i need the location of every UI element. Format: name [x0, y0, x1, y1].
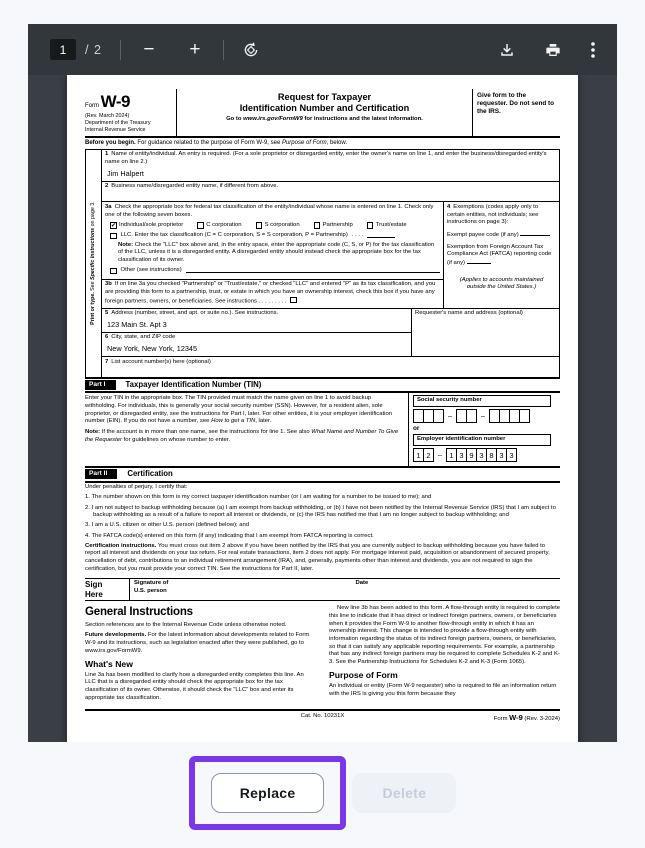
line3b-row: 3b If on line 3a you checked "Partnership" or "Trust/estate," or checked "LLC" and entered "P" as its tax classification, and you are providing this form to a partnership, trust, or estate in which you have an ownership interest, check this box if you have any foreign partners, owners, or beneficiaries. See instructions . . . . . . . . . — [105, 281, 436, 305]
rotate-button[interactable] — [242, 41, 260, 59]
line2-value[interactable] — [105, 191, 556, 200]
zoom-out-button[interactable]: − — [139, 40, 159, 60]
llc-entry-blank[interactable] — [367, 233, 395, 238]
line3a-label: Check the appropriate box for federal tax classification of the entity/individual whose name is entered on line 1. Check only one of the following seven boxes. — [105, 203, 434, 218]
form-title-line1: Request for Taxpayer — [277, 92, 372, 102]
line3a-row: 3a Check the appropriate box for federal tax classification of the entity/individual whose name is entered on line 1. Check only one of the following seven boxes. ✔ Individual/sole proprietor C corporation S corporation Partnership Trust/estate LLC. Enter the tax classification (C = C corporation, S = S corporation, P = Partnership) . . . . Note: Check the "LLC" box above and, in the entry space, enter the appropriate code (C, S, or P) for the tax classification of the LLC, unless it is a disregarded entity. A disregarded entity should instead check the appropriate box for the tax classification of its owner. Other (see instructions) — [102, 202, 443, 279]
line1-row: 1 Name of entity/individual. An entry is required. (For a sole proprietor or disregarded entity, enter the owner's name on line 1, and enter the business/disregarded entity's name on line 2.) Jim Halpert — [102, 150, 559, 182]
line3b-label: If on line 3a you checked "Partnership" or "Trust/estate," or checked "LLC" and entered "P" as its tax classification, and you are providing this form to a partnership, trust, or estate in which you have an ownership interest, check this box if you have any foreign partners, owners, or beneficiaries. See instructions — [105, 281, 436, 305]
give-form-note: Give form to the requester. Do not send to the IRS. — [472, 89, 560, 136]
download-button[interactable] — [499, 42, 515, 58]
cert-intro: Under penalties of perjury, I certify that: — [85, 484, 188, 491]
fatca-code-blank[interactable] — [467, 259, 491, 264]
checkbox-foreign-partners[interactable] — [290, 297, 297, 304]
form-revision: (Rev. March 2024) — [85, 113, 130, 120]
line3b-leader-dots: . . . . . . . . . — [258, 298, 287, 305]
ssn-digit-box[interactable] — [519, 409, 530, 423]
exempt-payee-code: Exempt payee code (if any) — [447, 231, 556, 240]
cert-item-4: 4. The FATCA code(s) entered on this form (if any) indicating that I am exempt from FATCA reporting is correct. — [85, 532, 374, 539]
form-subtitle: Go to www.irs.gov/FormW9 for instructions and the latest information. — [226, 115, 423, 122]
option-individual[interactable]: ✔ Individual/sole proprietor — [111, 221, 184, 230]
page-count-label: / 2 — [85, 42, 102, 57]
form-name: W-9 — [100, 92, 130, 111]
form-word: Form — [85, 103, 99, 109]
line1-value[interactable]: Jim Halpert — [107, 168, 144, 178]
ein-digit-box[interactable]: 3 — [496, 448, 507, 462]
sign-here-row — [85, 579, 560, 601]
line7-row: 7 List account number(s) here (optional) — [102, 357, 559, 377]
ssn-boxes[interactable] — [413, 409, 560, 423]
gi-right-column — [329, 605, 560, 704]
checkbox-other[interactable] — [110, 268, 117, 275]
document-area[interactable] — [28, 75, 617, 742]
tin-instructions: Enter your TIN in the appropriate box. The TIN provided must match the name given on line 1 to avoid backup withholding. For individuals, this is generally your social security number (SSN). However, for a resident alien, sole proprietor, or disregarded entity, see the instructions for Part I, later. For other entities, it is your employer identification number (EIN). If you do not have a number, see How to get a TIN, later. Note: If the account is in more than one name, see the instructions for line 1. See also What Name and Number To Give the Requester for guidelines on whose number to enter. — [85, 393, 408, 466]
ssn-dash: – — [448, 412, 452, 420]
exempt-code-blank[interactable] — [520, 231, 550, 236]
llc-leader-dots: . . . . — [351, 231, 364, 238]
pdf-viewer — [28, 24, 617, 742]
toolbar-right-group — [499, 42, 595, 58]
ein-boxes[interactable] — [413, 448, 560, 462]
zoom-in-button[interactable]: + — [185, 40, 205, 60]
gi-p3: Line 3a has been modified to clarify how a disregarded entity completes this line. An LLC that is a disregarded entity should check the appropriate box for the tax classification of its owner. Otherwise, it should check the "LLC" box and enter its appropriate tax classification. — [85, 671, 304, 701]
replace-button[interactable]: Replace — [211, 773, 325, 813]
ein-digit-box[interactable]: 3 — [506, 448, 517, 462]
ein-digit-box[interactable]: 3 — [476, 448, 487, 462]
tin-section — [85, 393, 560, 466]
option-partnership[interactable]: Partnership — [314, 222, 353, 230]
option-llc[interactable] — [110, 232, 440, 240]
or-label: or — [413, 425, 420, 433]
tin-note: Note: If the account is in more than one name, see the instructions for line 1. See also What Name and Number To Give the Requester for guidelines on whose number to enter. — [85, 429, 399, 443]
ein-digit-box[interactable]: 2 — [423, 448, 434, 462]
cert-item-1: 1. The number shown on this form is my correct taxpayer identification number (or I am waiting for a number to be issued to me); and — [85, 494, 432, 501]
rotate-ccw-icon — [242, 41, 260, 59]
part2-tag: Part II — [85, 469, 117, 479]
part2-title: Certification — [127, 469, 173, 479]
gi-left-column — [85, 605, 316, 704]
line6-value[interactable]: New York, New York, 12345 — [107, 344, 198, 354]
selection-highlight — [189, 756, 347, 830]
w9-header — [85, 89, 560, 138]
checkbox-c-corporation[interactable] — [197, 222, 204, 229]
certification-section — [85, 483, 560, 579]
option-c-corporation[interactable]: C corporation — [197, 222, 241, 230]
rail-print-or-type: Print or type. — [90, 292, 97, 325]
gi-right-p1: New line 3b has been added to this form. A flow-through entity is required to complete this line to indicate that it has direct or indirect foreign partners, owners, or beneficiaries when it provides the Form W-9 to another flow-through entity in which it has an ownership interest. This change is intended to provide a flow-through entity with information regarding the status of its indirect foreign partners, owners, or beneficiaries, so that it can satisfy any applicable reporting requirements. For example, a partnership that has any indirect foreign partners may be required to complete Schedules K-2 and K-3. See the Partnership Instructions for Schedules K-2 and K-3 (Form 1065). — [329, 605, 560, 666]
ein-digit-box[interactable]: 9 — [466, 448, 477, 462]
download-icon — [499, 42, 515, 58]
line6-label: City, state, and ZIP code — [111, 334, 176, 341]
option-other[interactable] — [110, 267, 440, 275]
applies-note: (Applies to accounts maintained outside the United States.) — [459, 276, 544, 291]
date-label: Date — [355, 580, 369, 587]
w9-rows — [101, 150, 559, 377]
other-entry-blank[interactable] — [186, 268, 440, 273]
ssn-label: Social security number — [413, 395, 551, 407]
ein-digit-box[interactable]: 8 — [486, 448, 497, 462]
line3a-note: Note: Check the "LLC" box above and, in the entry space, enter the appropriate code (C, S, or P) for the tax classification of the LLC, unless it is a disregarded entity. A disregarded entity should instead check the appropriate box for the tax classification of its owner. — [118, 241, 435, 263]
print-or-type-rail — [86, 150, 101, 377]
whats-new-heading: What's New — [85, 658, 133, 669]
more-vert-icon — [591, 42, 595, 58]
general-instructions — [85, 601, 560, 704]
page-number-input[interactable]: 1 — [50, 39, 76, 60]
line7-label: List account number(s) here (optional) — [111, 358, 211, 365]
line5-value[interactable]: 123 Main St. Apt 3 — [107, 320, 167, 329]
line2-label: Business name/disregarded entity name, if different from above. — [111, 183, 279, 190]
option-s-corporation[interactable]: S corporation — [256, 222, 300, 230]
checkbox-llc[interactable] — [110, 233, 117, 240]
cert-item-2: 2. I am not subject to backup withholding because (a) I am exempt from backup withholding, or (b) I have not been notified by the Internal Revenue Service (IRS) that I am subject to backup withholding as a result of a failure to report all interest or dividends, or (c) the IRS has notified me that I am no longer subject to backup withholding; and — [85, 504, 556, 519]
line3-block — [102, 202, 559, 308]
cert-instructions: Certification instructions. You must cross out item 2 above if you have been notified by the IRS that you are currently subject to backup withholding because you have failed to report all interest and dividends on your tax return. For real estate transactions, item 2 does not apply. For mortgage interest paid, acquisition or abandonment of secured property, cancellation of debt, contributions to an individual retirement arrangement (IRA), and, generally, payments other than interest and dividends, you are not required to sign the certification, but you must provide your correct TIN. See the instructions for Part II, later. — [85, 542, 550, 572]
signature-label: Signature of U.S. person — [134, 580, 169, 595]
part1-header — [85, 377, 560, 394]
action-bar — [0, 756, 645, 830]
line6-row: 6 City, state, and ZIP code New York, New York, 12345 — [102, 333, 411, 356]
ssn-digit-box[interactable] — [433, 409, 444, 423]
cat-number: Cat. No. 10231X — [300, 713, 345, 720]
part2-header — [85, 466, 560, 483]
ssn-digit-box[interactable] — [466, 409, 477, 423]
print-button[interactable] — [545, 42, 561, 58]
llc-label: LLC. Enter the tax classification (C = C corporation, S = S corporation, P = Partnership) — [120, 231, 348, 238]
checkbox-s-corporation[interactable] — [256, 222, 263, 229]
toolbar-divider — [120, 40, 121, 60]
line4-label: Exemptions (codes apply only to certain entities, not individuals; see instructions on page 3): — [447, 203, 539, 226]
rail-see-instructions: See Specific Instructions on page 3. — [90, 201, 97, 292]
dept-line2: Internal Revenue Service — [85, 127, 146, 134]
line5-row: 5 Address (number, street, and apt. or suite no.). See instructions. 123 Main St. Apt 3 — [102, 309, 411, 333]
sign-here-label: Sign Here — [85, 580, 103, 599]
more-options-button[interactable] — [591, 42, 595, 58]
ein-digit-box[interactable]: 1 — [413, 448, 424, 462]
line5-label: Address (number, street, and apt. or suite no.). See instructions. — [111, 310, 279, 317]
line2-row: 2 Business name/disregarded entity name, if different from above. — [102, 182, 559, 203]
toolbar-divider — [223, 40, 224, 60]
line5-6-block — [102, 309, 559, 357]
form-title-line2: Identification Number and Certification — [239, 102, 410, 113]
gi-right-p2: An individual or entity (Form W-9 requester) who is required to file an information return with the IRS is giving you this form because they — [329, 682, 557, 697]
gi-p2: Future developments. For the latest information about developments related to Form W-9 and its instructions, such as legislation enacted after they were published, go to www.irs.gov/FormW9. — [85, 632, 310, 654]
requester-cell: Requester's name and address (optional) — [411, 309, 559, 356]
tin-boxes-column — [408, 393, 560, 466]
pdf-toolbar — [28, 24, 617, 75]
part1-title: Taxpayer Identification Number (TIN) — [125, 379, 262, 389]
form-reference: Form W-9 (Rev. 3-2024) — [493, 713, 560, 723]
delete-button[interactable]: Delete — [352, 773, 456, 813]
line1-label: Name of entity/individual. An entry is required. (For a sole proprietor or disregarded entity, enter the owner's name on line 1, and enter the business/disregarded entity's name on line 2.) — [105, 151, 547, 166]
ssn-dash: – — [481, 412, 485, 420]
checkbox-individual[interactable]: ✔ — [111, 223, 117, 230]
line7-value[interactable] — [105, 366, 556, 375]
cert-item-3: 3. I am a U.S. citizen or other U.S. person (defined below); and — [85, 522, 250, 529]
w9-header-left — [85, 89, 177, 136]
w9-form — [85, 89, 560, 721]
print-icon — [545, 42, 561, 58]
ein-digit-box[interactable]: 1 — [446, 448, 457, 462]
other-label: Other (see instructions) — [120, 267, 182, 274]
gi-p1: Section references are to the Internal Revenue Code unless otherwise noted. — [85, 622, 287, 629]
fatca-exemption: Exemption from Foreign Account Tax Compliance Act (FATCA) reporting code (if any) — [447, 243, 552, 266]
gi-title: General Instructions — [85, 606, 193, 619]
pdf-page-1 — [67, 75, 578, 742]
ein-digit-box[interactable]: 3 — [456, 448, 467, 462]
w9-main-table — [85, 150, 560, 377]
w9-footer — [85, 709, 560, 721]
ein-label: Employer identification number — [413, 434, 551, 446]
line4-exemptions-cell: 4 Exemptions (codes apply only to certain entities, not individuals; see instructions on page 3): Exempt payee code (if any) Exemption from Foreign Account Tax Compliance Act (FATCA) reporting code (if any) (Applies to accounts maintained outside the United States.) — [443, 202, 559, 307]
before-you-begin: Before you begin. For guidance related to the purpose of Form W-9, see Purpose of Form, below. — [85, 138, 560, 150]
checkbox-trust-estate[interactable] — [367, 222, 374, 229]
checkbox-partnership[interactable] — [314, 222, 321, 229]
option-trust-estate[interactable]: Trust/estate — [367, 222, 407, 230]
w9-header-center — [177, 89, 472, 136]
purpose-of-form-heading: Purpose of Form — [329, 670, 398, 681]
dept-line1: Department of the Treasury — [85, 120, 151, 127]
ein-dash: – — [438, 451, 442, 459]
part1-tag: Part I — [85, 380, 116, 390]
